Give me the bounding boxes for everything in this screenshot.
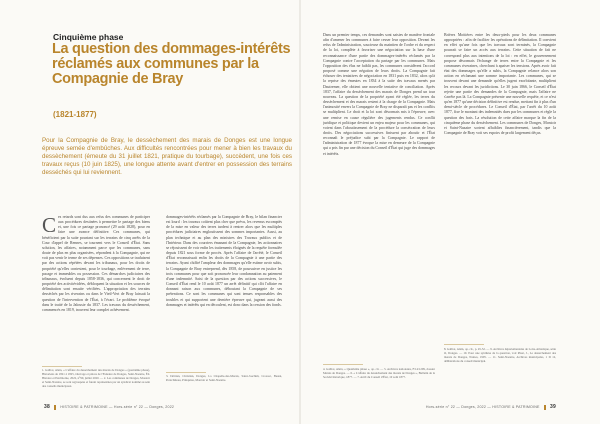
footer-mark [54, 405, 56, 410]
body-text: Brières Mottières entre les deux-pieds pour les deux communes appropriées : afin de faciliter les opérations de délimitation. Il convient en effet qu'une fois que les travaux sont terminés, la Compagnie pourrait se faire un accès aux terrains. Cette situation de fait ne correspond plus aux intentions de la loi : en effet, le gouvernement propose désormais l'échange de terres entre la Compagnie et les communes riveraines, cherchant à apaiser les tensions. Après avoir fait état des dommages qu'elle a subis, la Compagnie relance alors son action en réclamant une somme importante. Les communes, qui se trouvent devant une demande qu'elles jugent exorbitante, multiplient les recours devant les juridictions. Le 30 juin 1866, le Conseil d'État rejette une partie des demandes de la Compagnie, mais l'affaire ne s'arrête pas là. La Compagnie présente une nouvelle requête, et ce n'est qu'en 1877 qu'une décision définitive est rendue, mettant fin à plus d'un demi-siècle de procédures. Le Conseil d'État, par l'arrêt du 10 août 1877, fixe le montant des indemnités dues par les communes et règle la question des frais. La résolution de cette affaire marque la fin de la cinquième phase du dessèchement. Les communes de Donges, Montoir et Saint-Nazaire sortent affaiblies financièrement, tandis que la Compagnie de Bray voit ses espoirs de profit largement déçus. [444, 33, 556, 135]
article-title: La question des dommages-intérêts réclamés aux communes par la Compagnie de Bray [52, 41, 291, 87]
right-column-1 [323, 33, 435, 358]
right-column-2 [444, 33, 556, 358]
article-dates: (1821-1877) [53, 110, 97, 119]
page-number: 39 [550, 404, 556, 410]
footnote: 3. Dérrien, Christian, Donges, La Chapelle-des-Marais, Saint-Joachim, Crossac, Besné, Pontchâteau, Prinquiau, Montoir et Saint-Nazaire. [166, 374, 282, 382]
footnote: 8. Galliot, Alain, op. cit., p. 45-52. — 9. Archives départementales de Loire-Atlantique, série O, Donges. — 10. Pour une synthèse de la question, voir Pinet, J., Le dessèchement des marais de Donges, Nantes, 1905. — 11. Saint-Nazaire, Archives municipales, 1 D 12, délibérations du conseil municipal. [444, 347, 556, 363]
issue-info: Hors-série n° 22 — Donges, 2022 [425, 405, 487, 409]
left-column-2 [166, 215, 282, 390]
page-footer: 38 HISTOIRE & PATRIMOINE — Hors-série n° 22 — Donges, 2022 [44, 404, 175, 410]
body-text: dommages-intérêts réclamés par la Compagnie de Bray, le bilan financier est lourd : les travaux coûtent plus cher que prévu, les revenus escomptés de la mise en valeur des terres tardent à rentrer alors que les multiples procédures judiciaires engloutissent des sommes importantes. Aussi, au plan technique et au plan des ministres des Travaux publics et de l'Intérieur. Dans des courriers émanant de la Compagnie, les actionnaires se réjouissent de voir enfin les traitements éloignés de la requête formulée depuis 1821 sous forme de procès. Après l'affaire de l'arrêté, le Conseil d'État reconnaissait enfin les droits de la Compagnie à une partie des terrains. Ayant chiffré l'ampleur des dommages qu'elle estime avoir subis, la Compagnie de Bray entreprend, dès 1858, de poursuivre en justice les trois communes pour que soit prononcée leur condamnation au paiement d'une indemnité. Saisi de la question par des actions successives, le Conseil d'État rend le 10 août 1877 un arrêt définitif qui clôt l'affaire en donnant raison aux communes, déboutant la Compagnie de ses prétentions. Ce sont les communes qui sont tenues responsables des troubles et qui supportent une dernière épreuve qui, jugeant aussi des dommages et intérêts qui en découlent, est donc dans la cession des fonds. [166, 215, 282, 307]
footnote-rule [323, 364, 363, 365]
footnote-rule [42, 366, 82, 367]
page-number: 38 [44, 404, 50, 410]
drop-cap: C [42, 215, 57, 237]
body-text: es retards sont dus aux refus des communes de participer aux procédures destinées à permettre le partage des biens et, une fois ce partage prononcé (29 août 1828), pour en faire une avance définitive. Ces communes, qui bénéficient par la suite pourtant sur les terrains de cinq arrêts de la Cour d'appel de Rennes, se tournent vers le Conseil d'État. Sans solution, les affaires, notamment parce que les communes, sans doute de plus en plus organisées, répondent à la Compagnie, qui ne voit pas venir le terme de ses dépenses. Ces oppositions se traduisent par des actions répétées devant les tribunaux, pour les droits de propriété qu'elles contestent, pour le tourbage, enlèvement de terre, pacage et immeubles ou possession. Ces démarches judiciaires des tribunaux, évoluent depuis 1858-1836, qui concernent le droit de propriété des activitévidées, débloquent la situation et les sources de délimitation sont ensuite vérifiées. L'appropriation des terrains desséchés par les riverains ou dans le Vieil-Vert de Bray laissait la question de l'intervention de l'État, à l'écart. Le problème évoqué dans le traité de la Jalousie du 1837. Les travaux du dessèchement, commencés en 1819, trouvent leur complet achèvement. [42, 215, 150, 312]
footnote: 1. Galliot, Alain, « L'affaire du dessèchement des marais de Donges » (quatrième phase), Historiens de 1821 à 1825, Ouvrage et pièces de l'Estuaire de Donges, Saint-Nazaire, Éd. Histoire et Patrimoine, 2022, n°99, juillet 2020. — 2. Les communes de Donges, Montoir et Saint-Nazaire, se sont regroupées et furent représentées par un syndicat nommé au sein des conseils municipaux. [42, 368, 150, 388]
publication-name: HISTOIRE & PATRIMOINE [492, 405, 540, 409]
right-page [301, 0, 600, 424]
section-kicker: Cinquième phase [53, 32, 124, 42]
left-column-1 [42, 215, 150, 390]
body-text: Dans un premier temps, ces demandes sont saisies de manière frontale afin d'amener les communes à faire cesser leur opposition. Devant les refus de l'administration, soucieuse du maintien de l'ordre et du respect de la loi, complète à favoriser une négociation sur la base d'une reconnaissance d'une partie des dommages-intérêts réclamés par la Compagnie contre l'acceptation du partage par les communes. Mais l'opposition des élus ne faiblit pas, les communes considèrent l'accord proposé comme une négation de leurs droits. La Compagnie fait échouer des tentatives de négociation en 1831 puis en 1832, alors qu'à la reprise des émeutes en 1834 à la suite des travaux menés par Dautremer, elle obtient une nouvelle tentative de conciliation. Après 1837, l'affaire du dessèchement des marais de Donges prend un tour nouveau. La question de la propriété ayant été réglée, les terres du dessèchement et des marais restent à la charge de la Compagnie. Mais l'animosité envers la Compagnie de Bray ne disparaît pas et les conflits se multiplient. Le droit et la loi sont désormais mis à l'épreuve, avec une remise en cause régulière des jugements rendus. Ce conflit juridique et politique devient un enjeu majeur pour les communes, qui voient dans l'aboutissement de la procédure la consécration de leurs droits. Des négociations successives finissent par aboutir et l'État reconnaît le préjudice subi par la Compagnie. Le rapport de l'administration de 1877 évoque la mise en demeure de la Compagnie qui a pris fin par une décision du Conseil d'État qui juge des dommages et intérêts. [323, 33, 435, 156]
article-lead: Pour la Compagnie de Bray, le dessèchement des marais de Donges est une longue épreuve semée d'embûches. Aux difficultés rencontrées pour mener à bien les travaux du dessèchement (émeute du 31 juillet 1821, pratique du tourbage), succèdent, une fois ces travaux reçus (10 juin 1825), une longue attente avant d'entrer en possession des terrains desséchés qui lui reviennent. [42, 137, 292, 177]
publication-name: HISTOIRE & PATRIMOINE [60, 405, 108, 409]
left-page [0, 0, 299, 424]
footer-mark [544, 405, 546, 410]
footnote-rule [444, 344, 484, 345]
page-footer: Hors-série n° 22 — Donges, 2022 — HISTOIRE & PATRIMOINE 39 [425, 404, 556, 410]
footnote-rule [166, 372, 206, 373]
footnote: 4. Galliot, Alain, « Quatrième phase », op. cit. — 5. Archives nationales, F/14/1209, dossier Marais de Donges. — 6. « L'affaire du dessèchement des marais de Donges », Bulletin de la Société historique, 1877. — 7. Arrêt du Conseil d'État, 10 août 1877. [323, 367, 435, 379]
issue-info: Hors-série n° 22 — Donges, 2022 [113, 405, 175, 409]
